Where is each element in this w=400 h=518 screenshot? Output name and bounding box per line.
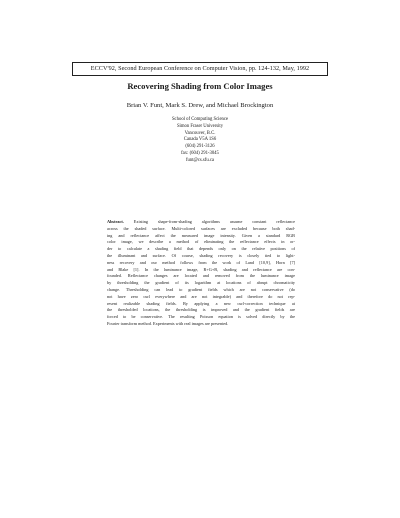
abstract-line: der to calculate a shading field that depends only on the relative positions of	[107, 246, 295, 252]
abstract-heading: Abstract.	[107, 219, 124, 224]
abstract-line: and Blake [1]. In the luminance image, R+G+B, shading and reflectance are con-	[107, 266, 295, 272]
abstract-line: founded. Reflectance changes are located and removed from the luminance image	[107, 273, 295, 279]
abstract-line: ness recovery and our method follows from the work of Land [10,9], Horn [7]	[107, 259, 295, 265]
abstract-block	[107, 219, 295, 328]
abstract-line: change. Thresholding can lead to gradient fields which are not conservative (do	[107, 286, 295, 292]
affiliation-fax: fax: (604) 291-3045	[181, 150, 219, 156]
affiliation-city: Vancouver, B.C.	[184, 130, 216, 136]
affiliation-phone: (604) 291-3126	[185, 144, 215, 150]
citation-header: ECCV'92, Second European Conference on Computer Vision, pp. 124-132, May, 1992	[72, 62, 328, 76]
affiliation-email: funt@cs.sfu.ca	[185, 157, 214, 163]
abstract-line: Fourier transform method. Experiments with real images are presented.	[107, 320, 229, 326]
affiliation-university: Simon Fraser University	[176, 123, 224, 129]
abstract-line: resent realizable shading fields. By applying a new curl-correction technique at	[107, 300, 295, 306]
abstract-line: the thresholded locations, the thresholding is improved and the gradient fields are	[107, 307, 295, 313]
abstract-line: color image, we describe a method of eliminating the reflectance effects in or-	[107, 239, 295, 245]
affiliation-block	[0, 117, 400, 165]
abstract-line: not have zero curl everywhere and are not integrable) and therefore do not rep-	[107, 293, 295, 299]
abstract-line: across the shaded surface. Multi-colored surfaces are excluded because both shad-	[107, 225, 295, 231]
abstract-line: ing and reflectance affect the measured image intensity. Given a standard RGB	[107, 232, 295, 238]
abstract-line: forced to be conservative. The resulting Poisson equation is solved directly by the	[107, 314, 295, 320]
abstract-line-text: Existing shape-from-shading algorithms assume constant reflectance	[123, 219, 295, 224]
abstract-line: the illuminant and surface. Of course, shading recovery is closely tied to light-	[107, 252, 295, 258]
author-list: Brian V. Funt, Mark S. Drew, and Michael Brockington	[126, 102, 274, 109]
affiliation-country: Canada V5A 1S6	[183, 137, 217, 143]
abstract-line	[107, 219, 295, 226]
affiliation-school: School of Computing Science	[171, 117, 229, 122]
paper-title: Recovering Shading from Color Images	[127, 81, 273, 91]
abstract-line: by thresholding the gradient of its logarithm at locations of abrupt chromaticity	[107, 280, 295, 286]
